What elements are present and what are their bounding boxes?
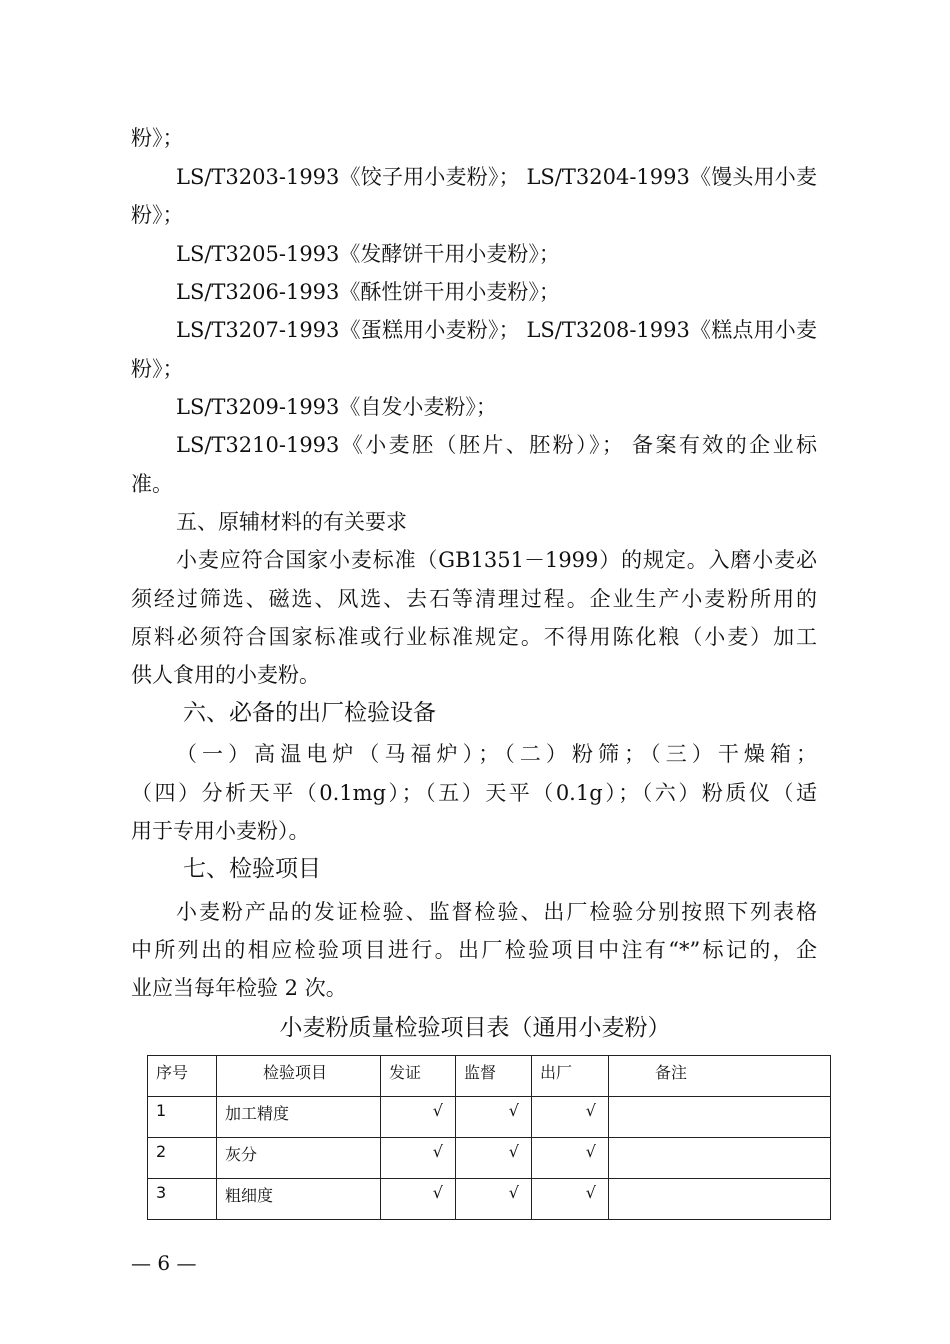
text-line: 用于专用小麦粉）。	[131, 819, 310, 843]
header-certification: 发证	[381, 1056, 456, 1097]
section-heading: 五、原辅材料的有关要求	[176, 510, 407, 534]
table-title: 小麦粉质量检验项目表（通用小麦粉）	[279, 1015, 671, 1041]
table-row	[148, 1138, 831, 1179]
text-line: LS/T3206-1993《酥性饼干用小麦粉》；	[176, 280, 560, 304]
check-mark: √	[381, 1138, 456, 1179]
check-mark: √	[532, 1097, 609, 1138]
check-mark: √	[456, 1138, 532, 1179]
text-line: （一）高温电炉（马福炉）；（二）粉筛；（三）干燥箱；	[176, 742, 817, 766]
text-line: LS/T3203-1993《饺子用小麦粉》； LS/T3204-1993《馒头用小麦	[176, 165, 817, 189]
text-line: 原料必须符合国家标准或行业标准规定。不得用陈化粮（小麦）加工	[131, 625, 817, 649]
row-item: 加工精度	[217, 1097, 381, 1138]
text-line: LS/T3207-1993《蛋糕用小麦粉》； LS/T3208-1993《糕点用小麦	[176, 318, 817, 342]
text-line: LS/T3209-1993《自发小麦粉》；	[176, 395, 497, 419]
row-index: 3	[148, 1179, 217, 1220]
text-line: （四）分析天平（0.1mg）；（五）天平（0.1g）；（六）粉质仪（适	[131, 781, 817, 805]
text-line: 准。	[131, 472, 173, 496]
text-line: 中所列出的相应检验项目进行。出厂检验项目中注有“*”标记的，企	[131, 938, 817, 962]
header-supervision: 监督	[456, 1056, 532, 1097]
text-line: 小麦粉产品的发证检验、监督检验、出厂检验分别按照下列表格	[176, 900, 817, 924]
header-factory: 出厂	[532, 1056, 609, 1097]
inspection-items-table	[147, 1055, 831, 1220]
text-line: 供人食用的小麦粉。	[131, 663, 320, 687]
text-line: 小麦应符合国家小麦标准（GB1351－1999）的规定。入磨小麦必	[176, 548, 817, 572]
text-line: 须经过筛选、磁选、风选、去石等清理过程。企业生产小麦粉所用的	[131, 587, 817, 611]
text-line: LS/T3205-1993《发酵饼干用小麦粉》；	[176, 242, 560, 266]
row-index: 1	[148, 1097, 217, 1138]
row-item: 灰分	[217, 1138, 381, 1179]
page-number: — 6 —	[131, 1251, 197, 1275]
header-item: 检验项目	[217, 1056, 381, 1097]
text-line: 粉》；	[131, 203, 184, 227]
check-mark: √	[381, 1097, 456, 1138]
check-mark: √	[381, 1179, 456, 1220]
text-line: 粉》；	[131, 357, 184, 381]
check-mark: √	[532, 1138, 609, 1179]
header-index: 序号	[148, 1056, 217, 1097]
check-mark: √	[456, 1179, 532, 1220]
section-heading: 六、必备的出厂检验设备	[183, 700, 436, 726]
row-index: 2	[148, 1138, 217, 1179]
row-item: 粗细度	[217, 1179, 381, 1220]
check-mark: √	[456, 1097, 532, 1138]
text-line: 业应当每年检验 2 次。	[131, 976, 347, 1000]
table-row	[148, 1097, 831, 1138]
row-remarks	[609, 1179, 831, 1220]
text-line: 粉》；	[131, 126, 184, 150]
row-remarks	[609, 1097, 831, 1138]
table-header-row	[148, 1056, 831, 1097]
section-heading: 七、检验项目	[183, 856, 321, 882]
check-mark: √	[532, 1179, 609, 1220]
table-row	[148, 1179, 831, 1220]
row-remarks	[609, 1138, 831, 1179]
header-remarks: 备注	[609, 1056, 831, 1097]
text-line: LS/T3210-1993《小麦胚（胚片、胚粉）》； 备案有效的企业标	[176, 433, 817, 457]
